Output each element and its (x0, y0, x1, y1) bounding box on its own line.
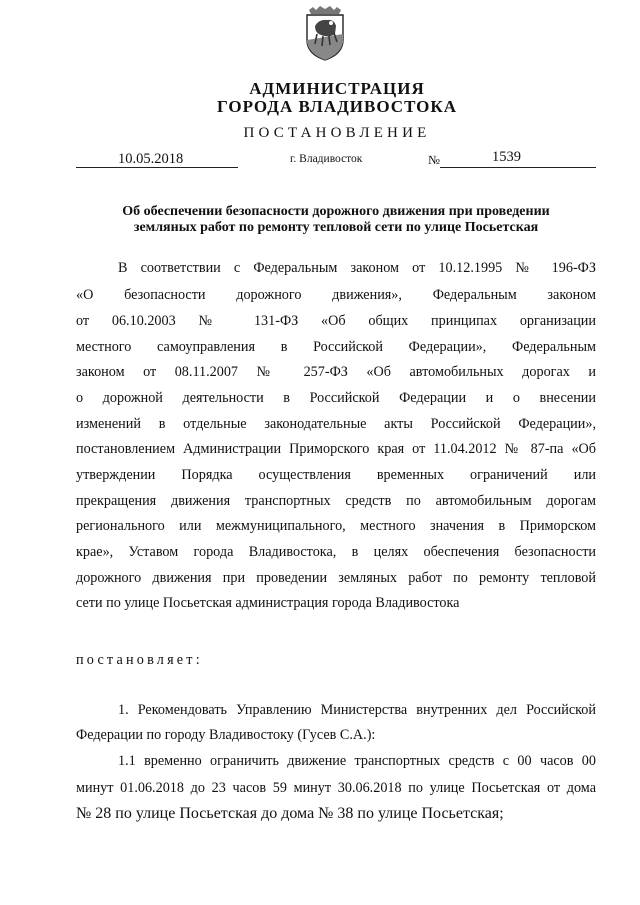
organization-name-line1: АДМИНИСТРАЦИЯ (249, 79, 425, 98)
coat-of-arms-icon (301, 4, 349, 62)
item-1-1-line: № 28 по улице Посьетская до дома № 38 по улице Посьетская; (76, 805, 504, 822)
preamble-line: от 06.10.2003 № 131-ФЗ «Об общих принципах организации (76, 313, 596, 329)
document-date: 10.05.2018 (118, 151, 184, 167)
preamble-line: местного самоуправления в Российской Федерации», Федеральным (76, 339, 596, 355)
preamble-line: изменений в отдельные законодательные акты Российской Федерации», (76, 416, 596, 432)
preamble-line: крае», Уставом города Владивостока, в целях обеспечения безопасности (76, 544, 596, 560)
preamble-line: регионального или межмуниципального, местного значения в Приморском (76, 518, 596, 534)
item-1-line: 1. Рекомендовать Управлению Министерства внутренних дел Российской (118, 702, 596, 718)
document-type: ПОСТАНОВЛЕНИЕ (243, 125, 431, 141)
preamble-line: утверждении Порядка осуществления временных ограничений или (76, 467, 596, 483)
document-city: г. Владивосток (290, 153, 363, 165)
preamble-line: постановлением Администрации Приморского края от 11.04.2012 № 87-па «Об (76, 441, 596, 457)
resolves-word: постановляет: (76, 652, 203, 668)
preamble-line: В соответствии с Федеральным законом от 10.12.1995 № 196-ФЗ (118, 260, 596, 276)
preamble-line: законом от 08.11.2007 № 257-ФЗ «Об автомобильных дорогах и (76, 364, 596, 380)
preamble-line: «О безопасности дорожного движения», Федеральным законом (76, 287, 596, 303)
preamble-line: дорожного движения при проведении земляных работ по ремонту тепловой (76, 570, 596, 586)
document-number: 1539 (492, 149, 521, 165)
item-1-1-line: минут 01.06.2018 до 23 часов 59 минут 30.06.2018 по улице Посьетская от дома (76, 780, 596, 796)
document-title-line2: земляных работ по ремонту тепловой сети по улице Посьетская (133, 220, 539, 235)
date-underline (76, 167, 238, 168)
preamble-line: сети по улице Посьетская администрация города Владивостока (76, 595, 460, 611)
organization-name-line2: ГОРОДА ВЛАДИВОСТОКА (216, 97, 458, 116)
item-1-line: Федерации по городу Владивостоку (Гусев С.А.): (76, 727, 376, 743)
preamble-line: прекращения движения транспортных средств по автомобильным дорогам (76, 493, 596, 509)
item-1-1-line: 1.1 временно ограничить движение транспортных средств с 00 часов 00 (118, 753, 596, 769)
preamble-line: о дорожной деятельности в Российской Федерации и о внесении (76, 390, 596, 406)
number-underline (440, 167, 596, 168)
number-sign: № (428, 153, 440, 167)
document-title-line1: Об обеспечении безопасности дорожного движения при проведении (122, 204, 550, 219)
